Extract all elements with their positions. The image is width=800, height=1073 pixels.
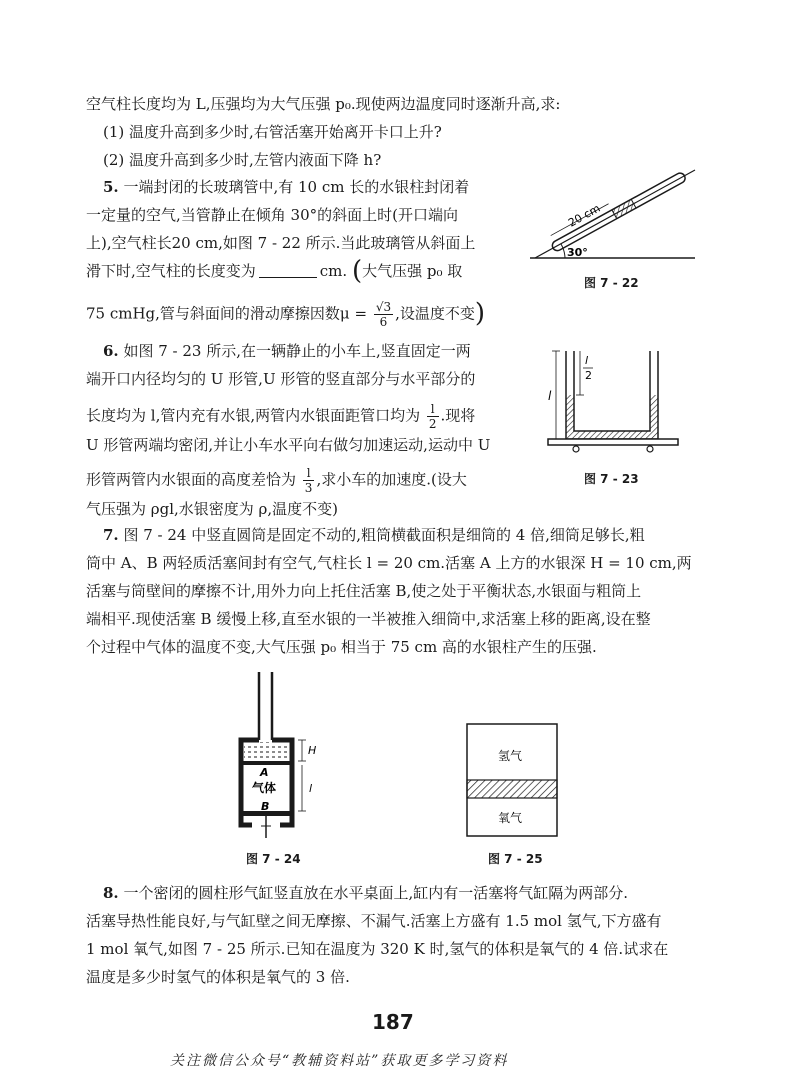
label-h: H [308,744,317,757]
piston [467,780,557,798]
figure-7-22 [525,170,705,270]
intro-line: 空气柱长度均为 L,压强均为大气压强 p₀.现使两边温度同时逐渐升高,求: [86,95,561,113]
angle-label: 30° [567,246,588,259]
problem-6-line-5 [86,466,467,495]
problem-5-line-3: 上),空气柱长20 cm,如图 7 - 22 所示.当此玻璃管从斜面上 [86,234,476,252]
figure-7-25 [465,722,565,838]
figure-7-24-caption: 图 7 - 24 [246,852,301,866]
fraction-numerator: √3 [375,300,392,314]
mercury-right [650,395,658,439]
problem-5-text-5a: 75 cmHg,管与斜面间的滑动摩擦因数μ = [86,304,368,323]
problem-5-line-5 [86,300,485,329]
problem-6-line-1 [103,340,471,362]
figure-7-24 [230,670,340,845]
tube-length-label: 20 cm [566,201,603,230]
label-b: B [261,800,270,813]
problem-7-line-4: 端相平.现使活塞 B 缓慢上移,直至水银的一半被推入细筒中,求活塞上移的距离,设在整 [86,610,651,628]
problem-5-text-1: 一端封闭的长玻璃管中,有 10 cm 长的水银柱封闭着 [123,178,470,196]
problem-7-line-2: 筒中 A、B 两轻质活塞间封有空气,气柱长 l = 20 cm.活塞 A 上方的水银深 H = 10 cm,两 [86,554,692,572]
page-number: 187 [372,1010,414,1034]
mercury-bottom [574,431,650,439]
problem-6-line-2: 端开口内径均匀的 U 形管,U 形管的竖直部分与水平部分的 [86,370,476,388]
problem-5-text-4a: 滑下时,空气柱的长度变为 [86,262,256,280]
fraction-denominator: 3 [304,481,313,495]
problem-7-line-5: 个过程中气体的温度不变,大气压强 p₀ 相当于 75 cm 高的水银柱产生的压强. [86,638,597,656]
problem-6-text-3b: .现将 [440,406,476,425]
mercury-column [244,742,289,761]
label-oxygen: 氧气 [498,811,523,825]
problem-7-number: 7. [103,526,119,544]
fraction-denominator: 6 [379,315,388,329]
figure-7-22-caption: 图 7 - 22 [584,276,639,290]
label-l: l [309,782,313,795]
problem-6-text-3a: 长度均为 l,管内充有水银,两管内水银面距管口均为 [86,406,421,425]
problem-7-line-1 [103,524,645,546]
cart-wheel-right [647,446,653,452]
fraction-sqrt3-over-6 [374,300,393,329]
cart-wheel-left [573,446,579,452]
close-paren: ) [474,298,486,329]
fraction-numerator: l [303,466,315,481]
figure-7-25-caption: 图 7 - 25 [488,852,543,866]
label-hydrogen: 氢气 [498,749,523,763]
problem-8-line-2: 活塞导热性能良好,与气缸壁之间无摩擦、不漏气.活塞上方盛有 1.5 mol 氢气,下方盛有 [86,912,662,930]
question-1: (1) 温度升高到多少时,右管活塞开始离开卡口上升? [103,123,442,141]
problem-5-number: 5. [103,178,119,196]
fraction-l-over-3 [303,466,315,495]
half-label-denominator: 2 [585,369,592,382]
label-a: A [260,766,269,779]
problem-5-line-2: 一定量的空气,当管静止在倾角 30°的斜面上时(开口端向 [86,206,458,224]
problem-7-line-3: 活塞与筒壁间的摩擦不计,用外力向上托住活塞 B,使之处于平衡状态,水银面与粗筒上 [86,582,642,600]
footer-note: 关注微信公众号“教辅资料站”获取更多学习资料 [170,1053,509,1069]
problem-5-text-5b: ,设温度不变 [395,304,475,323]
fraction-denominator: 2 [428,417,437,431]
piston-a [243,761,290,765]
fraction-numerator: l [427,402,439,417]
mercury-left [566,395,574,439]
fraction-l-over-2 [427,402,439,431]
problem-5-text-4b: cm. [319,262,348,280]
problem-6-number: 6. [103,342,119,360]
problem-6-line-3 [86,402,475,431]
problem-8-number: 8. [103,884,119,902]
figure-7-23-caption: 图 7 - 23 [584,472,639,486]
problem-8-line-1 [103,882,628,904]
problem-6-line-6: 气压强为 ρgl,水银密度为 ρ,温度不变) [86,500,338,518]
problem-6-text-1: 如图 7 - 23 所示,在一辆静止的小车上,竖直固定一两 [123,342,471,360]
problem-5-line-4 [86,256,463,286]
open-paren: ( [351,256,363,286]
problem-6-line-4: U 形管两端均密闭,并让小车水平向右做匀加速运动,运动中 U [86,436,491,454]
label-gas: 气体 [252,781,277,795]
problem-8-line-4: 温度是多少时氢气的体积是氧气的 3 倍. [86,968,350,986]
question-2: (2) 温度升高到多少时,左管内液面下降 h? [103,151,382,169]
problem-8-text-1: 一个密闭的圆柱形气缸竖直放在水平桌面上,缸内有一活塞将气缸隔为两部分. [123,884,628,902]
half-label-numerator: l [585,354,589,367]
figure-7-23 [540,346,690,466]
side-length-label: l [548,389,552,403]
problem-5-text-4c: 大气压强 p₀ 取 [362,262,463,280]
problem-8-line-3: 1 mol 氧气,如图 7 - 25 所示.已知在温度为 320 K 时,氢气的体积是氧气的 4 倍.试求在 [86,940,669,958]
problem-6-text-5b: ,求小车的加速度.(设大 [316,470,467,489]
problem-5-line-1 [103,176,469,198]
answer-blank [259,263,317,278]
cart-body [548,439,678,445]
problem-6-text-5a: 形管两管内水银面的高度差恰为 [86,470,297,489]
problem-7-text-1: 图 7 - 24 中竖直圆筒是固定不动的,粗筒横截面积是细筒的 4 倍,细筒足够长,粗 [123,526,645,544]
